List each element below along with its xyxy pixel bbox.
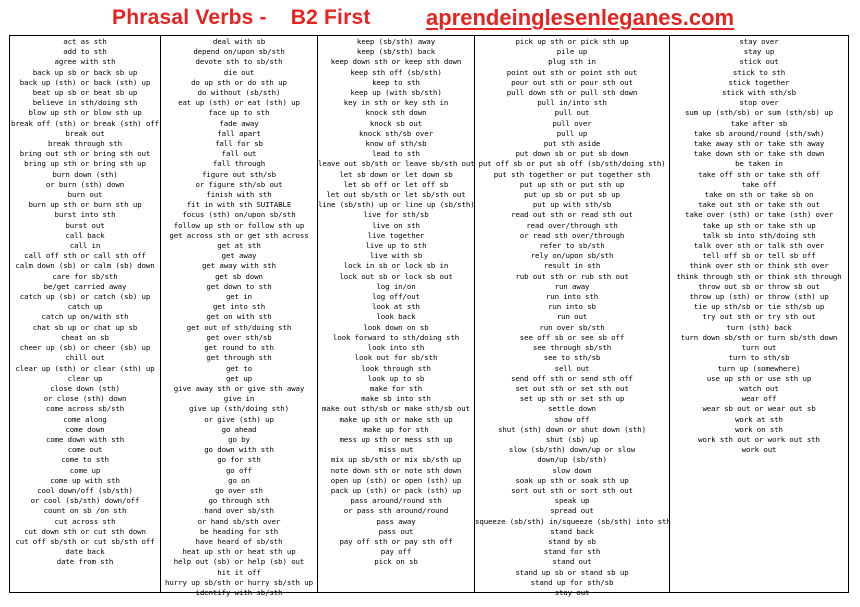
phrasal-verb-entry: put up with sth/sb (532, 200, 612, 210)
phrasal-verb-entry: add to sth (63, 47, 107, 57)
phrasal-verb-entry: run over sb/sth (539, 322, 605, 332)
phrasal-verb-entry: keep sth off (sb/sth) (350, 67, 442, 77)
phrasal-verb-entry: wear sb out or wear out sb (702, 404, 816, 414)
phrasal-verb-entry: put sth aside (543, 139, 601, 149)
phrasal-verb-entry: use up sth or use sth up (706, 373, 812, 383)
phrasal-verb-entry: stand up for sth/sb (530, 577, 614, 587)
phrasal-verb-entry: stop over (739, 98, 779, 108)
phrasal-verb-entry: focus (sth) on/upon sb/sth (182, 210, 296, 220)
phrasal-verb-entry: pass out (378, 526, 414, 536)
phrasal-verb-entry: stick out (739, 57, 779, 67)
phrasal-verb-entry: take off (741, 179, 777, 189)
phrasal-verb-entry: go for sth (217, 455, 261, 465)
phrasal-verb-entry: talk sb into sth/doing sth (702, 230, 816, 240)
phrasal-verb-entry: make for sth (369, 383, 423, 393)
phrasal-verb-entry: leave out sb/sth or leave sb/sth out (318, 159, 475, 169)
phrasal-verb-entry: pull up (556, 128, 588, 138)
phrasal-verb-entry: run into sb (548, 302, 596, 312)
phrasal-verbs-table (9, 35, 849, 597)
phrasal-verb-entry: lock in sb or lock sb in (343, 261, 449, 271)
phrasal-verb-entry: come across sb/sth (45, 404, 125, 414)
phrasal-verb-entry: knock sb out (369, 118, 423, 128)
phrasal-verb-entry: burst into sth (54, 210, 116, 220)
phrasal-verb-entry: follow up sth or follow sth up (173, 220, 305, 230)
phrasal-verb-entry: put up sth or put sth up (519, 179, 625, 189)
phrasal-verb-entry: knock sth/sb over (359, 128, 433, 138)
phrasal-verb-entry: fall for sb (215, 139, 263, 149)
phrasal-verb-entry: shut (sb) up (545, 434, 599, 444)
phrasal-verb-entry: make out sth/sb or make sth/sb out (322, 404, 470, 414)
phrasal-verb-entry: come along (63, 414, 107, 424)
phrasal-verb-entry: turn to sth/sb (728, 353, 790, 363)
phrasal-verb-entry: get to (225, 363, 253, 373)
phrasal-verb-entry: look into sth (367, 343, 425, 353)
phrasal-verb-entry: log in/on (376, 281, 416, 291)
phrasal-verb-entry: rely on/upon sb/sth (530, 251, 614, 261)
phrasal-verb-entry: make up sth or make sth up (339, 414, 453, 424)
phrasal-verb-entry: talk over sth or talk sth over (693, 241, 825, 251)
column-5 (670, 36, 848, 592)
phrasal-verb-entry: keep (sb/sth) back (356, 47, 436, 57)
phrasal-verb-entry: close down (sth) (50, 383, 120, 393)
phrasal-verb-entry: put off sb or put sb off (sb/sth/doing sth) (478, 159, 666, 169)
phrasal-verb-entry: clear up (67, 373, 103, 383)
phrasal-verb-entry: take off sth or take sth off (698, 169, 820, 179)
phrasal-verb-entry: lead to sth (372, 149, 420, 159)
column-4 (475, 36, 671, 597)
phrasal-verb-entry: deal with sb (212, 37, 266, 46)
website-link[interactable]: aprendeinglesenleganes.com (426, 5, 735, 30)
phrasal-verb-entry: spread out (550, 506, 594, 516)
phrasal-verb-entry: sell out (554, 363, 590, 373)
phrasal-verb-entry: work on sth (735, 424, 783, 434)
phrasal-verb-entry: break off (sth) or break (sth) off (11, 118, 159, 128)
phrasal-verb-entry: back up (sth) or back (sth) up (19, 77, 151, 87)
phrasal-verb-entry: count on sb /on sth (43, 506, 127, 516)
phrasal-verb-entry: miss out (378, 445, 414, 455)
phrasal-verb-entry: or cool (sb/sth) down/off (30, 496, 140, 506)
phrasal-verb-entry: sort out sth or sort sth out (511, 485, 633, 495)
level-label: B2 First (290, 6, 371, 29)
phrasal-verb-entry: get round to sth (204, 343, 274, 353)
phrasal-verb-entry: come up (69, 465, 101, 475)
column-3 (318, 36, 475, 592)
phrasal-verb-entry: put down sb or put sb down (515, 149, 629, 159)
phrasal-verb-entry: fit in with sth SUITABLE (186, 200, 292, 210)
phrasal-verb-entry: sum up (sth/sb) or sum (sth/sb) up (685, 108, 833, 118)
phrasal-verb-entry: work sth out or work out sth (698, 434, 820, 444)
phrasal-verb-entry: live with sb (369, 251, 423, 261)
phrasal-verb-entry: pay off (380, 547, 412, 557)
phrasal-verb-entry: live on sth (372, 220, 420, 230)
phrasal-verb-entry: give up (sth/doing sth) (188, 404, 290, 414)
phrasal-verb-entry: catch up (sb) or catch (sb) up (19, 292, 151, 302)
phrasal-verb-entry: look down on sb (363, 322, 429, 332)
phrasal-verb-entry: do up sth or do sth up (191, 77, 287, 87)
phrasal-verb-entry: or read sth over/through (519, 230, 625, 240)
phrasal-verb-entry: come down with sth (45, 434, 125, 444)
phrasal-verb-entry: finish with sth (206, 190, 272, 200)
phrasal-verb-entry: run into sth (545, 292, 599, 302)
phrasal-verb-entry: let sb off or let off sb (343, 179, 449, 189)
phrasal-verb-entry: or give (sth) up (204, 414, 274, 424)
phrasal-verb-entry: or burn (sth) down (45, 179, 125, 189)
phrasal-verb-entry: hurry up sb/sth or hurry sb/sth up (165, 577, 313, 587)
phrasal-verb-entry: get down to sth (206, 281, 272, 291)
phrasal-verb-entry: give away sth or give sth away (173, 383, 305, 393)
phrasal-verb-entry: get up (225, 373, 253, 383)
phrasal-verb-entry: care for sb/sth (52, 271, 118, 281)
phrasal-verb-entry: be heading for sth (199, 526, 279, 536)
phrasal-verb-entry: heat up sth or heat sth up (182, 547, 296, 557)
phrasal-verb-entry: pull over (552, 118, 592, 128)
phrasal-verb-entry: stand back (550, 526, 594, 536)
phrasal-verb-entry: do without (sb/sth) (197, 88, 281, 98)
phrasal-verb-entry: set out sth or set sth out (515, 383, 629, 393)
phrasal-verb-entry: look through sth (361, 363, 431, 373)
phrasal-verb-entry: act as sth (63, 37, 107, 46)
phrasal-verb-entry: pile up (556, 47, 588, 57)
phrasal-verb-entry: take up sth or take sth up (702, 220, 816, 230)
phrasal-verb-entry: point out sth or point sth out (506, 67, 638, 77)
phrasal-verb-entry: eat up (sth) or eat (sth) up (178, 98, 300, 108)
phrasal-verb-entry: pass around/round sth (350, 496, 442, 506)
phrasal-verb-entry: cut down sth or cut sth down (24, 526, 146, 536)
phrasal-verb-entry: hit it off (217, 567, 261, 577)
phrasal-verb-entry: live up to sth (365, 241, 427, 251)
phrasal-verb-entry: cut across sth (54, 516, 116, 526)
phrasal-verb-entry: soak up sth or soak sth up (515, 475, 629, 485)
page-header (0, 0, 860, 34)
phrasal-verb-entry: take over (sth) or take (sth) over (685, 210, 833, 220)
phrasal-verb-entry: see through sb/sth (532, 343, 612, 353)
phrasal-verb-entry: pull out (554, 108, 590, 118)
phrasal-verb-entry: or pass sth around/round (343, 506, 449, 516)
phrasal-verb-entry: throw up (sth) or throw (sth) up (689, 292, 829, 302)
phrasal-verb-entry: fall out (221, 149, 257, 159)
phrasal-verb-entry: look out for sb/sth (354, 353, 438, 363)
phrasal-verb-entry: help out (sb) or help (sb) out (173, 557, 305, 567)
phrasal-verb-entry: back up sb or back sb up (32, 67, 138, 77)
phrasal-verb-entry: set up sth or set sth up (519, 394, 625, 404)
phrasal-verb-entry: come up with sth (50, 475, 120, 485)
column-1 (10, 36, 161, 592)
phrasal-verb-entry: be/get carried away (43, 281, 127, 291)
phrasal-verb-entry: plug sth in (548, 57, 596, 67)
phrasal-verb-entry: get across sth or get sth across (169, 230, 309, 240)
phrasal-verb-entry: burn out (67, 190, 103, 200)
phrasal-verb-entry: figure out sth/sb (202, 169, 276, 179)
phrasal-verb-entry: read over/through sth (526, 220, 618, 230)
phrasal-verb-entry: let out sb/sth or let sb/sth out (326, 190, 466, 200)
phrasal-verb-entry: calm down (sb) or calm (sb) down (15, 261, 155, 271)
phrasal-verb-entry: look up to sb (367, 373, 425, 383)
phrasal-verb-entry: pack up (sth) or pack (sth) up (330, 485, 462, 495)
phrasal-verb-entry: burst out (65, 220, 105, 230)
phrasal-verb-entry: break through sth (48, 139, 122, 149)
phrasal-verb-entry: go on (228, 475, 250, 485)
phrasal-verb-entry: stand for sth (543, 547, 601, 557)
phrasal-verb-entry: be taken in (735, 159, 783, 169)
phrasal-verb-entry: or figure sth/sb out (195, 179, 283, 189)
title-text: Phrasal Verbs - (112, 6, 267, 29)
phrasal-verb-entry: squeeze (sb/sth) in/squeeze (sb/sth) into sth (475, 516, 671, 526)
phrasal-verb-entry: send off sth or send sth off (511, 373, 633, 383)
phrasal-verb-entry: see to sth/sb (543, 353, 601, 363)
phrasal-verb-entry: fall through (212, 159, 266, 169)
phrasal-verb-entry: show off (554, 414, 590, 424)
phrasal-verb-entry: turn (sth) back (726, 322, 792, 332)
phrasal-verb-entry: take out sth or take sth out (698, 200, 820, 210)
phrasal-verb-entry: cheat on sb (61, 332, 109, 342)
phrasal-verb-entry: cheer up (sb) or cheer (sb) up (19, 343, 151, 353)
phrasal-verb-entry: take on sth or take sb on (704, 190, 814, 200)
phrasal-verb-entry: key in sth or key sth in (343, 98, 449, 108)
phrasal-verb-entry: break out (65, 128, 105, 138)
phrasal-verb-entry: read out sth or read sth out (511, 210, 633, 220)
phrasal-verb-entry: pass away (376, 516, 416, 526)
phrasal-verb-entry: date back (65, 547, 105, 557)
phrasal-verb-entry: take sb around/round (sth/swh) (693, 128, 825, 138)
phrasal-verb-entry: stick together (728, 77, 790, 87)
phrasal-verb-entry: keep up (with sb/sth) (350, 88, 442, 98)
phrasal-verb-entry: devote sth to sb/sth (195, 57, 283, 67)
phrasal-verb-entry: mix up sb/sth or mix sb/sth up (330, 455, 462, 465)
phrasal-verb-entry: get sb down (215, 271, 263, 281)
phrasal-verb-entry: go down with sth (204, 445, 274, 455)
phrasal-verb-entry: let sb down or let down sb (339, 169, 453, 179)
phrasal-verb-entry: date from sth (56, 557, 114, 567)
phrasal-verb-entry: get at sth (217, 241, 261, 251)
phrasal-verb-entry: wear off (741, 394, 777, 404)
phrasal-verb-entry: bring out sth or bring sth out (19, 149, 151, 159)
phrasal-verb-entry: live together (367, 230, 425, 240)
phrasal-verb-entry: run away (554, 281, 590, 291)
phrasal-verb-entry: clear up (sth) or clear (sth) up (15, 363, 155, 373)
phrasal-verb-entry: live for sth/sb (363, 210, 429, 220)
phrasal-verb-entry: stay over (739, 37, 779, 46)
phrasal-verb-entry: stick to sth (732, 67, 786, 77)
phrasal-verb-entry: bring up sth or bring sth up (24, 159, 146, 169)
phrasal-verb-entry: cool down/off (sb/sth) (37, 485, 133, 495)
phrasal-verb-entry: take after sb (730, 118, 788, 128)
phrasal-verb-entry: open up (sth) or open (sth) up (330, 475, 462, 485)
phrasal-verb-entry: knock sth down (365, 108, 427, 118)
phrasal-verb-entry: keep to sth (372, 77, 420, 87)
phrasal-verb-entry: burn up sth or burn sth up (28, 200, 142, 210)
phrasal-verb-entry: lock out sb or lock sb out (339, 271, 453, 281)
phrasal-verb-entry: come down (65, 424, 105, 434)
phrasal-verb-entry: burn down (sth) (52, 169, 118, 179)
phrasal-verb-entry: mess up sth or mess sth up (339, 434, 453, 444)
phrasal-verb-entry: note down sth or note sth down (330, 465, 462, 475)
phrasal-verb-entry: settle down (548, 404, 596, 414)
phrasal-verb-entry: go over sth (215, 485, 263, 495)
phrasal-verb-entry: turn down sb/sth or turn sb/sth down (680, 332, 838, 342)
phrasal-verb-entry: look back (376, 312, 416, 322)
phrasal-verb-entry: get on with sth (206, 312, 272, 322)
phrasal-verb-entry: stay up (743, 47, 775, 57)
phrasal-verb-entry: keep down sth or keep sth down (330, 57, 462, 67)
phrasal-verb-entry: turn out (741, 343, 777, 353)
phrasal-verb-entry: go through sth (208, 496, 270, 506)
phrasal-verb-entry: get into sth (212, 302, 266, 312)
phrasal-verb-entry: take away sth or take sth away (693, 139, 825, 149)
phrasal-verb-entry: believe in sth/doing sth (32, 98, 138, 108)
phrasal-verb-entry: get over sth/sb (206, 332, 272, 342)
phrasal-verb-entry: chill out (65, 353, 105, 363)
phrasal-verb-entry: take down sth or take sth down (693, 149, 825, 159)
phrasal-verb-entry: go by (228, 434, 250, 444)
phrasal-verb-entry: or hand sb/sth over (197, 516, 281, 526)
phrasal-verb-entry: call off sth or call sth off (24, 251, 146, 261)
phrasal-verb-entry: come out (67, 445, 103, 455)
phrasal-verb-entry: line (sb/sth) up or line up (sb/sth) (318, 200, 475, 210)
phrasal-verb-entry: think through sth or think sth through (676, 271, 842, 281)
phrasal-verb-entry: throw out sb or throw sb out (698, 281, 820, 291)
phrasal-verb-entry: slow (sb/sth) down/up or slow (508, 445, 636, 455)
phrasal-verb-entry: pour out sth or pour sth out (511, 77, 633, 87)
phrasal-verb-entry: go ahead (221, 424, 257, 434)
phrasal-verb-entry: get away with sth (202, 261, 276, 271)
phrasal-verb-entry: result in sth (543, 261, 601, 271)
phrasal-verb-entry: depend on/upon sb/sth (193, 47, 285, 57)
phrasal-verb-entry: put sth together or put together sth (493, 169, 651, 179)
phrasal-verb-entry: fall apart (217, 128, 261, 138)
phrasal-verb-entry: watch out (739, 383, 779, 393)
phrasal-verb-entry: refer to sb/sth (539, 241, 605, 251)
phrasal-verb-entry: make up for sth (363, 424, 429, 434)
phrasal-verb-entry: beat up sb or beat sb up (32, 88, 138, 98)
phrasal-verb-entry: slow down (552, 465, 592, 475)
phrasal-verb-entry: give in (223, 394, 255, 404)
phrasal-verb-entry: pick up sth or pick sth up (515, 37, 629, 46)
phrasal-verb-entry: down/up (sb/sth) (537, 455, 607, 465)
phrasal-verb-entry: look at sth (372, 302, 420, 312)
phrasal-verb-entry: call back (65, 230, 105, 240)
phrasal-verb-entry: keep (sb/sth) away (356, 37, 436, 46)
phrasal-verb-entry: get out of sth/doing sth (186, 322, 292, 332)
phrasal-verb-entry: look forward to sth/doing sth (332, 332, 460, 342)
phrasal-verb-entry: tie up sth/sb or tie sth/sb up (693, 302, 825, 312)
phrasal-verb-entry: stay out (554, 587, 590, 597)
phrasal-verb-entry: make sb into sth (361, 394, 431, 404)
phrasal-verb-entry: think over sth or think sth over (689, 261, 829, 271)
phrasal-verb-entry: run out (556, 312, 588, 322)
phrasal-verb-entry: speak up (554, 496, 590, 506)
phrasal-verb-entry: turn up (somewhere) (717, 363, 801, 373)
phrasal-verb-entry: chat sb up or chat up sb (32, 322, 138, 332)
phrasal-verb-entry: fade away (219, 118, 259, 128)
phrasal-verb-entry: come to sth (61, 455, 109, 465)
phrasal-verb-entry: die out (223, 67, 255, 77)
phrasal-verb-entry: work out (741, 445, 777, 455)
phrasal-verb-entry: get away (221, 251, 257, 261)
phrasal-verb-entry: see off sb or see sb off (519, 332, 625, 342)
phrasal-verb-entry: catch up (67, 302, 103, 312)
phrasal-verb-entry: try out sth or try sth out (702, 312, 816, 322)
phrasal-verb-entry: or close (sth) down (43, 394, 127, 404)
phrasal-verb-entry: go off (225, 465, 253, 475)
phrasal-verb-entry: blow up sth or blow sth up (28, 108, 142, 118)
phrasal-verb-entry: stick with sth/sb (722, 88, 796, 98)
phrasal-verb-entry: pull down sth or pull sth down (506, 88, 638, 98)
phrasal-verb-entry: face up to sth (208, 108, 270, 118)
phrasal-verb-entry: stand by sb (548, 536, 596, 546)
phrasal-verb-entry: stand up sb or stand sb up (515, 567, 629, 577)
phrasal-verb-entry: stand out (552, 557, 592, 567)
phrasal-verb-entry: cut off sb/sth or cut sb/sth off (15, 536, 155, 546)
phrasal-verb-entry: rub out sth or rub sth out (515, 271, 629, 281)
phrasal-verb-entry: know of sth/sb (365, 139, 427, 149)
phrasal-verb-entry: pay off sth or pay sth off (339, 536, 453, 546)
phrasal-verb-entry: agree with sth (54, 57, 116, 67)
page-title (112, 6, 371, 30)
phrasal-verb-entry: log off/out (372, 292, 420, 302)
phrasal-verb-entry: get in (225, 292, 253, 302)
phrasal-verb-entry: put up sb or put sb up (524, 190, 620, 200)
phrasal-verb-entry: tell off sb or tell sb off (702, 251, 816, 261)
phrasal-verb-entry: pick on sb (374, 557, 418, 567)
phrasal-verb-entry: shut (sth) down or shut down (sth) (498, 424, 646, 434)
phrasal-verb-entry: work at sth (735, 414, 783, 424)
phrasal-verb-entry: hand over sb/sth (204, 506, 274, 516)
phrasal-verb-entry: identify with sb/sth (195, 587, 283, 597)
phrasal-verb-entry: pull in/into sth (537, 98, 607, 108)
column-2 (161, 36, 318, 597)
phrasal-verb-entry: get through sth (206, 353, 272, 363)
phrasal-verb-entry: catch up on/with sth (41, 312, 129, 322)
phrasal-verb-entry: call in (69, 241, 101, 251)
phrasal-verb-entry: have heard of sb/sth (195, 536, 283, 546)
